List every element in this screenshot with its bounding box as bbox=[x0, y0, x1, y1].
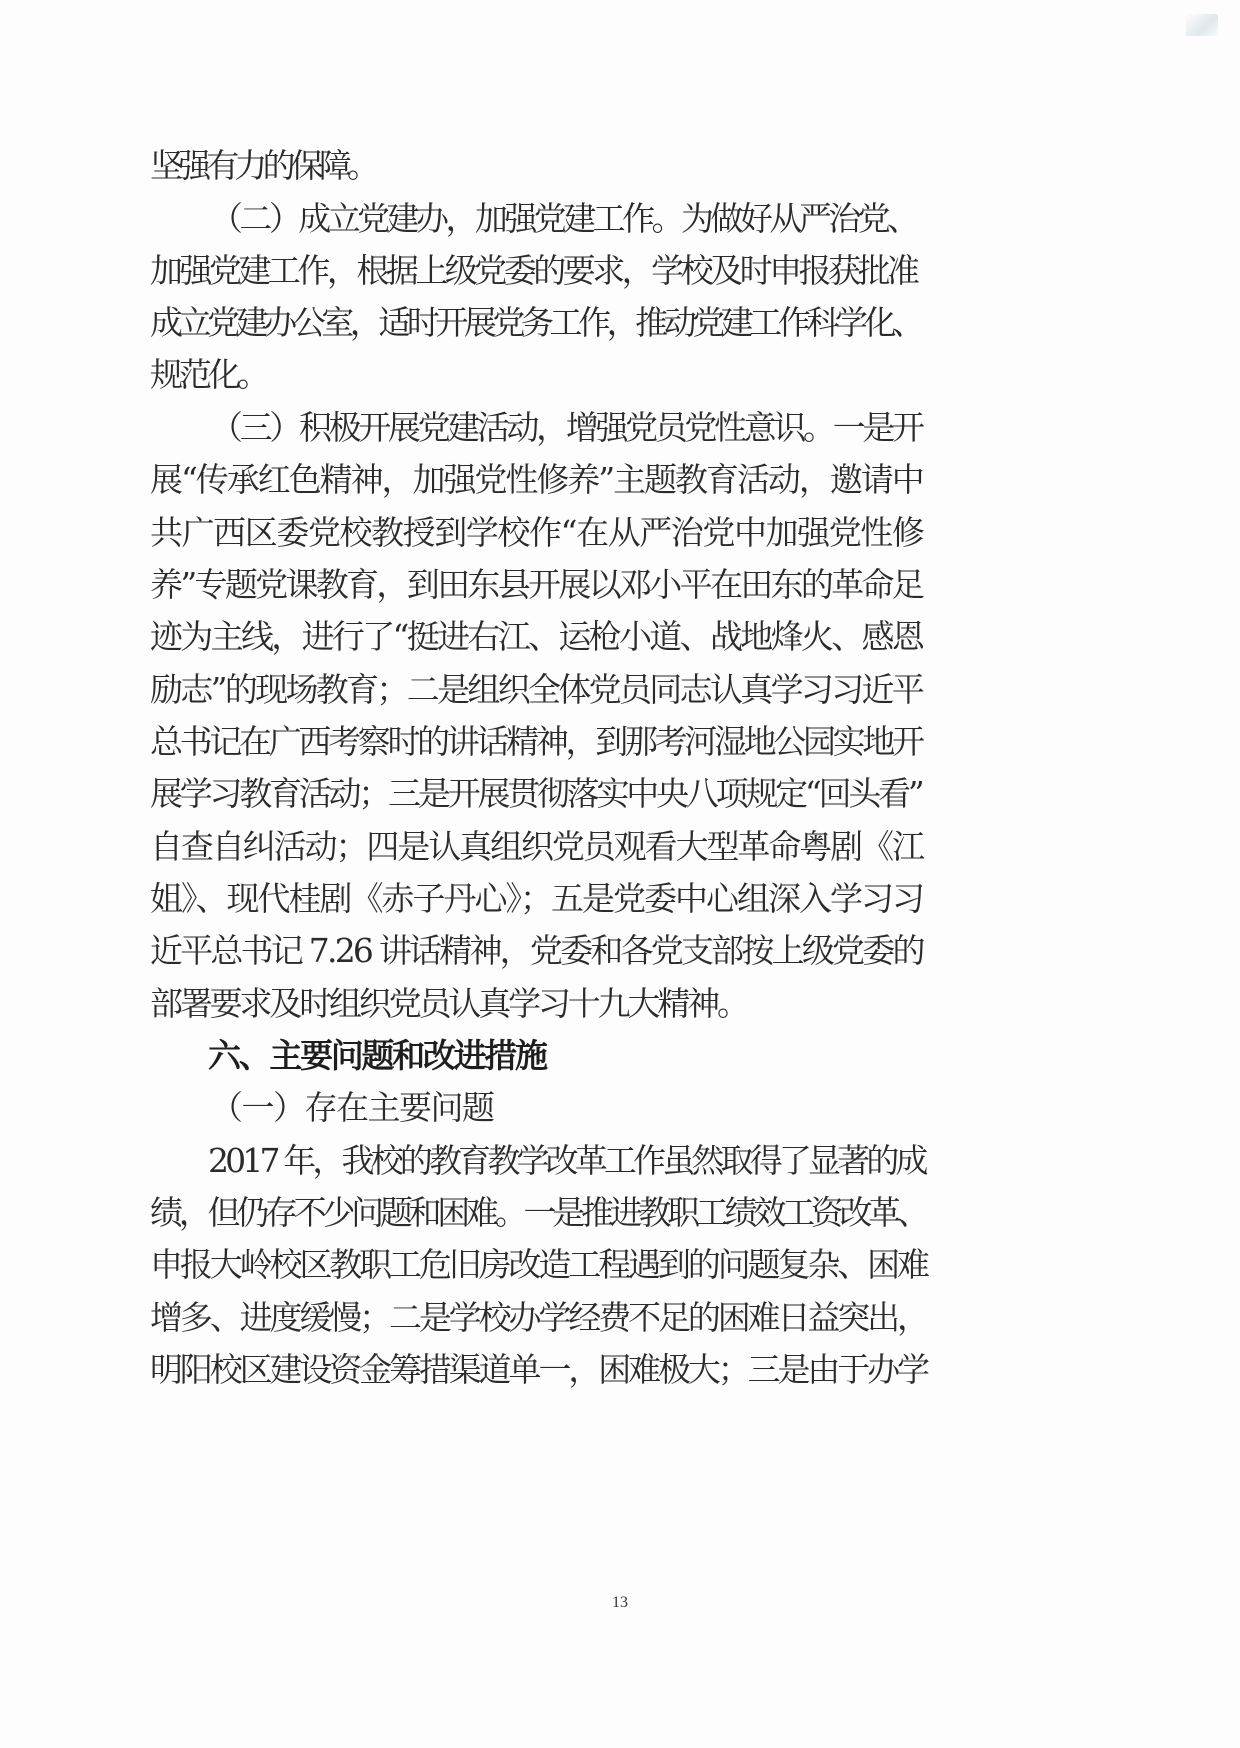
text-line bbox=[0, 615, 1240, 659]
line-text: 迹为主线，进行了“挺进右江、运枪小道、战地烽火、感恩 bbox=[150, 617, 923, 656]
subsection-heading bbox=[0, 1086, 1240, 1130]
line-text: 坚强有力的保障。 bbox=[150, 146, 376, 185]
page-number: 13 bbox=[612, 1594, 628, 1611]
line-text: 2017 年，我校的教育教学改革工作虽然取得了显著的成 bbox=[208, 1141, 925, 1180]
text-line bbox=[0, 458, 1240, 502]
text-line bbox=[0, 1139, 1240, 1183]
text-line bbox=[0, 511, 1240, 555]
heading-text: （一）存在主要问题 bbox=[210, 1088, 494, 1127]
text-line bbox=[0, 301, 1240, 345]
text-line bbox=[0, 353, 1240, 397]
line-text: （三）积极开展党建活动，增强党员党性意识。一是开 bbox=[210, 408, 922, 447]
line-text: 励志”的现场教育；二是组织全体党员同志认真学习习近平 bbox=[150, 670, 923, 709]
text-line bbox=[0, 1348, 1240, 1392]
line-text: 姐》、现代桂剧《赤子丹心》；五是党委中心组深入学习习 bbox=[150, 879, 923, 918]
line-text: 规范化。 bbox=[150, 355, 266, 394]
scan-artifact bbox=[1186, 14, 1218, 36]
line-text: 展学习教育活动；三是开展贯彻落实中央八项规定“回头看” bbox=[150, 774, 922, 813]
line-text: 增多、进度缓慢；二是学校办学经费不足的困难日益突出， bbox=[150, 1298, 927, 1337]
line-text: 自查自纠活动；四是认真组织党员观看大型革命粤剧《江 bbox=[150, 827, 923, 866]
text-line bbox=[0, 406, 1240, 450]
text-line bbox=[0, 197, 1240, 241]
line-text: 总书记在广西考察时的讲话精神，到那考河湿地公园实地开 bbox=[150, 722, 922, 761]
line-text: 加强党建工作，根据上级党委的要求，学校及时申报获批准 bbox=[150, 251, 917, 290]
line-text: 部署要求及时组织党员认真学习十九大精神。 bbox=[150, 984, 747, 1023]
line-text: 绩，但仍存不少问题和困难。一是推进教职工绩效工资改革、 bbox=[150, 1193, 926, 1232]
line-text: 明阳校区建设资金筹措渠道单一，困难极大；三是由于办学 bbox=[150, 1350, 927, 1389]
line-text: 展“传承红色精神，加强党性修养”主题教育活动，邀请中 bbox=[150, 460, 923, 499]
text-line bbox=[0, 720, 1240, 764]
text-line bbox=[0, 772, 1240, 816]
line-text: 养”专题党课教育，到田东县开展以邓小平在田东的革命足 bbox=[150, 565, 923, 604]
text-line bbox=[0, 877, 1240, 921]
text-line bbox=[0, 982, 1240, 1026]
line-text: 共广西区委党校教授到学校作“在从严治党中加强党性修 bbox=[150, 513, 924, 552]
text-line bbox=[0, 825, 1240, 869]
line-text: （二）成立党建办，加强党建工作。为做好从严治党、 bbox=[210, 199, 917, 238]
text-line bbox=[0, 563, 1240, 607]
text-line bbox=[0, 249, 1240, 293]
text-line bbox=[0, 1191, 1240, 1235]
heading-text: 六、主要问题和改进措施 bbox=[208, 1036, 546, 1075]
text-line bbox=[0, 144, 1240, 188]
line-text: 近平总书记 7.26 讲话精神，党委和各党支部按上级党委的 bbox=[150, 931, 923, 970]
line-text: 成立党建办公室，适时开展党务工作，推动党建工作科学化、 bbox=[150, 303, 921, 342]
section-heading bbox=[0, 1034, 1240, 1078]
line-text: 申报大岭校区教职工危旧房改造工程遇到的问题复杂、困难 bbox=[150, 1245, 927, 1284]
text-line bbox=[0, 1296, 1240, 1340]
text-line bbox=[0, 929, 1240, 973]
text-line bbox=[0, 668, 1240, 712]
text-line bbox=[0, 1243, 1240, 1287]
